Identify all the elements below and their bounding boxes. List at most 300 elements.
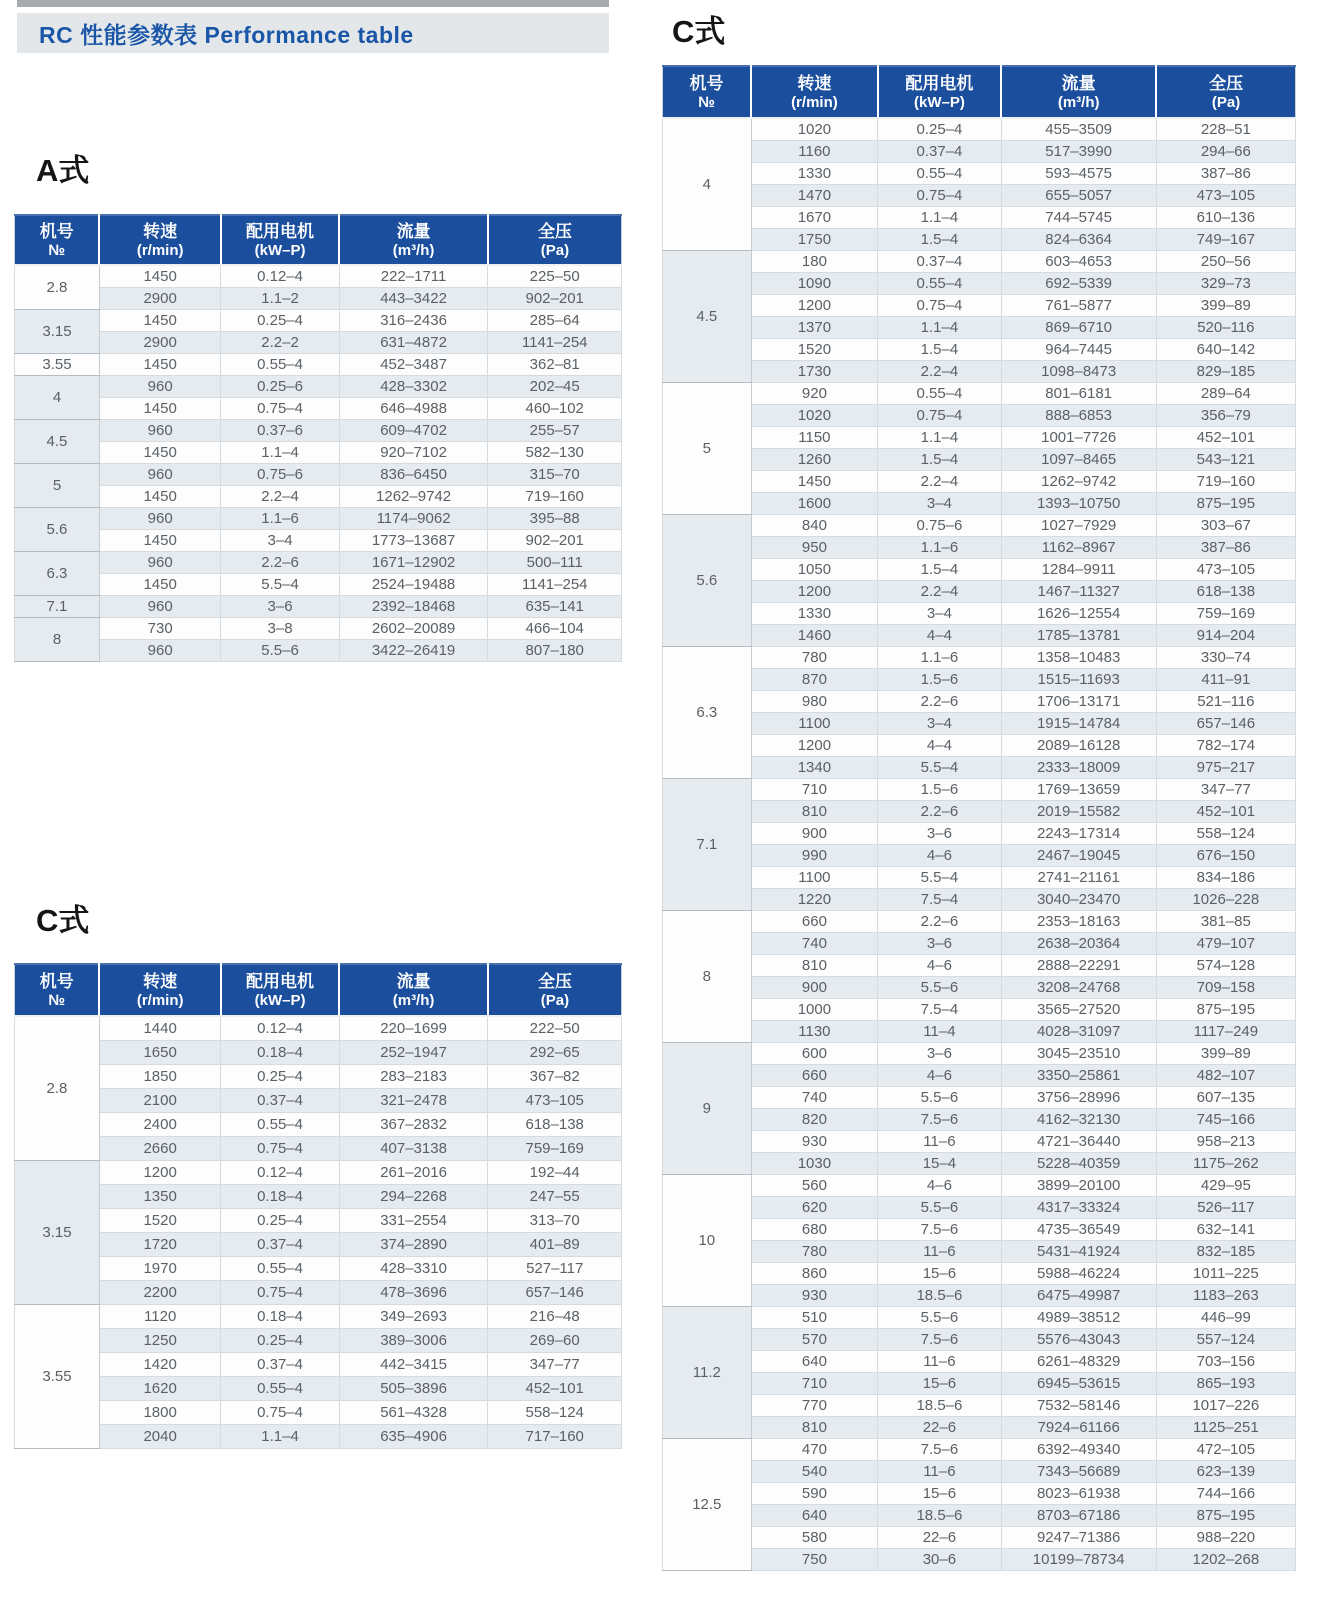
speed-cell: 570 [751, 1329, 878, 1351]
speed-cell: 1450 [751, 471, 878, 493]
machine-no-cell: 8 [663, 911, 752, 1043]
speed-cell: 1450 [99, 574, 220, 596]
motor-cell: 1.1–4 [878, 317, 1001, 339]
table-row [15, 442, 622, 464]
table-row [15, 1185, 622, 1209]
flow-cell: 4028–31097 [1001, 1021, 1156, 1043]
flow-cell: 2888–22291 [1001, 955, 1156, 977]
pressure-cell: 1125–251 [1156, 1417, 1295, 1439]
motor-cell: 0.12–4 [221, 1161, 339, 1185]
speed-cell: 930 [751, 1131, 878, 1153]
flow-cell: 801–6181 [1001, 383, 1156, 405]
flow-cell: 4735–36549 [1001, 1219, 1156, 1241]
flow-cell: 505–3896 [339, 1377, 488, 1401]
table-row [663, 625, 1296, 647]
pressure-cell: 1117–249 [1156, 1021, 1295, 1043]
pressure-cell: 582–130 [488, 442, 622, 464]
motor-cell: 1.1–4 [878, 207, 1001, 229]
speed-cell: 1200 [99, 1161, 220, 1185]
pressure-cell: 558–124 [488, 1401, 622, 1425]
table-row [15, 1113, 622, 1137]
speed-cell: 1020 [751, 405, 878, 427]
pressure-cell: 759–169 [1156, 603, 1295, 625]
machine-no-cell: 8 [15, 618, 100, 662]
flow-cell: 1785–13781 [1001, 625, 1156, 647]
flow-cell: 609–4702 [339, 420, 488, 442]
motor-cell: 0.75–6 [221, 464, 339, 486]
table-row [663, 911, 1296, 933]
table-row [663, 669, 1296, 691]
speed-cell: 900 [751, 823, 878, 845]
pressure-cell: 247–55 [488, 1185, 622, 1209]
pressure-cell: 222–50 [488, 1016, 622, 1041]
pressure-cell: 557–124 [1156, 1329, 1295, 1351]
speed-cell: 960 [99, 640, 220, 662]
pressure-cell: 640–142 [1156, 339, 1295, 361]
speed-cell: 1450 [99, 265, 220, 288]
table-row [663, 317, 1296, 339]
pressure-cell: 429–95 [1156, 1175, 1295, 1197]
speed-cell: 1720 [99, 1233, 220, 1257]
table-row [663, 1549, 1296, 1571]
pressure-cell: 479–107 [1156, 933, 1295, 955]
table-row [663, 603, 1296, 625]
motor-cell: 1.1–4 [878, 427, 1001, 449]
pressure-cell: 303–67 [1156, 515, 1295, 537]
flow-cell: 1097–8465 [1001, 449, 1156, 471]
motor-cell: 2.2–4 [878, 471, 1001, 493]
table-row [663, 1197, 1296, 1219]
table-row [663, 559, 1296, 581]
flow-cell: 3040–23470 [1001, 889, 1156, 911]
flow-cell: 920–7102 [339, 442, 488, 464]
speed-cell: 2900 [99, 332, 220, 354]
table-row [663, 845, 1296, 867]
pressure-cell: 1017–226 [1156, 1395, 1295, 1417]
motor-cell: 1.1–4 [221, 442, 339, 464]
flow-cell: 3422–26419 [339, 640, 488, 662]
table-row [15, 486, 622, 508]
table-row [663, 1219, 1296, 1241]
table-row [663, 647, 1296, 669]
flow-cell: 2638–20364 [1001, 933, 1156, 955]
pressure-cell: 719–160 [1156, 471, 1295, 493]
pressure-cell: 452–101 [1156, 427, 1295, 449]
table-row [15, 310, 622, 332]
speed-cell: 680 [751, 1219, 878, 1241]
table-row [15, 1425, 622, 1449]
flow-cell: 7924–61166 [1001, 1417, 1156, 1439]
speed-cell: 1200 [751, 581, 878, 603]
flow-cell: 3350–25861 [1001, 1065, 1156, 1087]
pressure-cell: 347–77 [1156, 779, 1295, 801]
flow-cell: 1915–14784 [1001, 713, 1156, 735]
motor-cell: 0.55–4 [878, 273, 1001, 295]
pressure-cell: 452–101 [1156, 801, 1295, 823]
flow-cell: 2524–19488 [339, 574, 488, 596]
pressure-cell: 473–105 [1156, 559, 1295, 581]
pressure-cell: 635–141 [488, 596, 622, 618]
flow-cell: 428–3302 [339, 376, 488, 398]
section-heading-c-left: C式 [36, 903, 90, 938]
table-row [663, 1483, 1296, 1505]
motor-cell: 7.5–4 [878, 889, 1001, 911]
table-row [663, 691, 1296, 713]
table-row [15, 1353, 622, 1377]
table-row [663, 118, 1296, 141]
flow-cell: 1284–9911 [1001, 559, 1156, 581]
motor-cell: 7.5–6 [878, 1329, 1001, 1351]
machine-no-cell: 4 [663, 118, 752, 251]
motor-cell: 2.2–6 [878, 691, 1001, 713]
speed-cell: 1250 [99, 1329, 220, 1353]
motor-cell: 0.12–4 [221, 265, 339, 288]
speed-cell: 710 [751, 779, 878, 801]
speed-cell: 1090 [751, 273, 878, 295]
motor-cell: 1.1–4 [221, 1425, 339, 1449]
table-row [15, 398, 622, 420]
flow-cell: 2602–20089 [339, 618, 488, 640]
speed-cell: 960 [99, 376, 220, 398]
motor-cell: 3–6 [878, 1043, 1001, 1065]
speed-cell: 1050 [751, 559, 878, 581]
flow-cell: 1626–12554 [1001, 603, 1156, 625]
pressure-cell: 618–138 [1156, 581, 1295, 603]
flow-cell: 261–2016 [339, 1161, 488, 1185]
motor-cell: 0.55–4 [221, 354, 339, 376]
machine-no-cell: 3.55 [15, 354, 100, 376]
table-row [15, 354, 622, 376]
pressure-cell: 362–81 [488, 354, 622, 376]
speed-cell: 540 [751, 1461, 878, 1483]
motor-cell: 4–6 [878, 845, 1001, 867]
page-title-band [17, 13, 609, 53]
pressure-cell: 1141–254 [488, 574, 622, 596]
flow-cell: 3045–23510 [1001, 1043, 1156, 1065]
machine-no-cell: 11.2 [663, 1307, 752, 1439]
speed-cell: 930 [751, 1285, 878, 1307]
motor-cell: 0.55–4 [878, 383, 1001, 405]
speed-cell: 1330 [751, 163, 878, 185]
table-row [663, 1373, 1296, 1395]
speed-cell: 750 [751, 1549, 878, 1571]
motor-cell: 0.37–4 [221, 1353, 339, 1377]
speed-cell: 710 [751, 1373, 878, 1395]
flow-cell: 593–4575 [1001, 163, 1156, 185]
table-row [663, 1505, 1296, 1527]
table-row [663, 1285, 1296, 1307]
motor-cell: 3–6 [878, 823, 1001, 845]
pressure-cell: 902–201 [488, 288, 622, 310]
motor-cell: 3–4 [221, 530, 339, 552]
speed-cell: 1650 [99, 1041, 220, 1065]
pressure-cell: 285–64 [488, 310, 622, 332]
pressure-cell: 460–102 [488, 398, 622, 420]
table-row [663, 1527, 1296, 1549]
pressure-cell: 466–104 [488, 618, 622, 640]
motor-cell: 1.1–6 [878, 647, 1001, 669]
pressure-cell: 500–111 [488, 552, 622, 574]
pressure-cell: 1175–262 [1156, 1153, 1295, 1175]
table-row [663, 1043, 1296, 1065]
motor-cell: 0.55–4 [878, 163, 1001, 185]
pressure-cell: 719–160 [488, 486, 622, 508]
table-row [663, 1175, 1296, 1197]
motor-cell: 2.2–4 [878, 361, 1001, 383]
speed-cell: 1670 [751, 207, 878, 229]
pressure-cell: 988–220 [1156, 1527, 1295, 1549]
pressure-cell: 255–57 [488, 420, 622, 442]
speed-cell: 820 [751, 1109, 878, 1131]
pressure-cell: 759–169 [488, 1137, 622, 1161]
motor-cell: 1.5–6 [878, 669, 1001, 691]
flow-cell: 478–3696 [339, 1281, 488, 1305]
table-row [663, 1351, 1296, 1373]
pressure-cell: 452–101 [488, 1377, 622, 1401]
motor-cell: 3–4 [878, 603, 1001, 625]
speed-cell: 1970 [99, 1257, 220, 1281]
table-row [663, 779, 1296, 801]
flow-cell: 7532–58146 [1001, 1395, 1156, 1417]
col-header-machine-no: 机号 № [15, 964, 100, 1016]
motor-cell: 0.37–4 [221, 1089, 339, 1113]
table-row [663, 735, 1296, 757]
pressure-cell: 607–135 [1156, 1087, 1295, 1109]
speed-cell: 1520 [751, 339, 878, 361]
pressure-cell: 902–201 [488, 530, 622, 552]
motor-cell: 2.2–4 [878, 581, 1001, 603]
speed-cell: 2900 [99, 288, 220, 310]
motor-cell: 0.18–4 [221, 1305, 339, 1329]
speed-cell: 1450 [99, 442, 220, 464]
speed-cell: 1370 [751, 317, 878, 339]
flow-cell: 1262–9742 [1001, 471, 1156, 493]
flow-cell: 836–6450 [339, 464, 488, 486]
flow-cell: 455–3509 [1001, 118, 1156, 141]
motor-cell: 11–6 [878, 1131, 1001, 1153]
flow-cell: 1467–11327 [1001, 581, 1156, 603]
table-row [15, 1401, 622, 1425]
pressure-cell: 749–167 [1156, 229, 1295, 251]
speed-cell: 620 [751, 1197, 878, 1219]
flow-cell: 1706–13171 [1001, 691, 1156, 713]
col-header-flow: 流量 (m³/h) [1001, 66, 1156, 118]
speed-cell: 960 [99, 596, 220, 618]
motor-cell: 0.75–4 [221, 1137, 339, 1161]
flow-cell: 220–1699 [339, 1016, 488, 1041]
pressure-cell: 472–105 [1156, 1439, 1295, 1461]
motor-cell: 30–6 [878, 1549, 1001, 1571]
speed-cell: 740 [751, 933, 878, 955]
speed-cell: 810 [751, 955, 878, 977]
machine-no-cell: 7.1 [15, 596, 100, 618]
speed-cell: 810 [751, 801, 878, 823]
table-row [15, 508, 622, 530]
flow-cell: 5228–40359 [1001, 1153, 1156, 1175]
machine-no-cell: 12.5 [663, 1439, 752, 1571]
machine-no-cell: 5.6 [15, 508, 100, 552]
motor-cell: 0.37–4 [221, 1233, 339, 1257]
table-row [663, 229, 1296, 251]
speed-cell: 1100 [751, 867, 878, 889]
motor-cell: 1.5–4 [878, 339, 1001, 361]
pressure-cell: 250–56 [1156, 251, 1295, 273]
motor-cell: 2.2–6 [878, 911, 1001, 933]
table-row [663, 1087, 1296, 1109]
pressure-cell: 744–166 [1156, 1483, 1295, 1505]
table-row [663, 207, 1296, 229]
flow-cell: 1174–9062 [339, 508, 488, 530]
pressure-cell: 192–44 [488, 1161, 622, 1185]
machine-no-cell: 5.6 [663, 515, 752, 647]
flow-cell: 10199–78734 [1001, 1549, 1156, 1571]
speed-cell: 2100 [99, 1089, 220, 1113]
table-row [663, 537, 1296, 559]
motor-cell: 0.75–4 [878, 295, 1001, 317]
speed-cell: 920 [751, 383, 878, 405]
motor-cell: 0.37–4 [878, 141, 1001, 163]
speed-cell: 1730 [751, 361, 878, 383]
pressure-cell: 356–79 [1156, 405, 1295, 427]
pressure-cell: 381–85 [1156, 911, 1295, 933]
motor-cell: 7.5–4 [878, 999, 1001, 1021]
motor-cell: 5.5–6 [878, 977, 1001, 999]
pressure-cell: 1202–268 [1156, 1549, 1295, 1571]
speed-cell: 1450 [99, 530, 220, 552]
flow-cell: 2019–15582 [1001, 801, 1156, 823]
speed-cell: 1450 [99, 354, 220, 376]
pressure-cell: 399–89 [1156, 295, 1295, 317]
pressure-cell: 610–136 [1156, 207, 1295, 229]
flow-cell: 349–2693 [339, 1305, 488, 1329]
pressure-cell: 975–217 [1156, 757, 1295, 779]
flow-cell: 517–3990 [1001, 141, 1156, 163]
flow-cell: 1098–8473 [1001, 361, 1156, 383]
flow-cell: 2333–18009 [1001, 757, 1156, 779]
table-row [663, 361, 1296, 383]
flow-cell: 283–2183 [339, 1065, 488, 1089]
speed-cell: 770 [751, 1395, 878, 1417]
motor-cell: 18.5–6 [878, 1285, 1001, 1307]
speed-cell: 600 [751, 1043, 878, 1065]
table-row [663, 251, 1296, 273]
table-row [15, 464, 622, 486]
pressure-cell: 367–82 [488, 1065, 622, 1089]
col-header-motor: 配用电机 (kW–P) [221, 215, 339, 265]
motor-cell: 4–4 [878, 625, 1001, 647]
motor-cell: 2.2–4 [221, 486, 339, 508]
flow-cell: 389–3006 [339, 1329, 488, 1353]
flow-cell: 2353–18163 [1001, 911, 1156, 933]
speed-cell: 2660 [99, 1137, 220, 1161]
motor-cell: 5.5–4 [878, 757, 1001, 779]
pressure-cell: 782–174 [1156, 735, 1295, 757]
motor-cell: 7.5–6 [878, 1439, 1001, 1461]
motor-cell: 1.1–2 [221, 288, 339, 310]
table-row [663, 933, 1296, 955]
motor-cell: 0.25–6 [221, 376, 339, 398]
machine-no-cell: 9 [663, 1043, 752, 1175]
col-header-pressure: 全压 (Pa) [488, 964, 622, 1016]
table-row [663, 471, 1296, 493]
speed-cell: 1460 [751, 625, 878, 647]
flow-cell: 4989–38512 [1001, 1307, 1156, 1329]
table-row [663, 1263, 1296, 1285]
pressure-cell: 717–160 [488, 1425, 622, 1449]
pressure-cell: 618–138 [488, 1113, 622, 1137]
table-row [663, 1109, 1296, 1131]
pressure-cell: 1141–254 [488, 332, 622, 354]
pressure-cell: 315–70 [488, 464, 622, 486]
flow-cell: 316–2436 [339, 310, 488, 332]
pressure-cell: 958–213 [1156, 1131, 1295, 1153]
table-row [663, 1461, 1296, 1483]
table-row [15, 1257, 622, 1281]
flow-cell: 8023–61938 [1001, 1483, 1156, 1505]
motor-cell: 0.25–4 [221, 1065, 339, 1089]
flow-cell: 964–7445 [1001, 339, 1156, 361]
speed-cell: 1160 [751, 141, 878, 163]
machine-no-cell: 7.1 [663, 779, 752, 911]
pressure-cell: 745–166 [1156, 1109, 1295, 1131]
pressure-cell: 1183–263 [1156, 1285, 1295, 1307]
table-row [663, 1329, 1296, 1351]
table-row [15, 1281, 622, 1305]
speed-cell: 1260 [751, 449, 878, 471]
motor-cell: 7.5–6 [878, 1219, 1001, 1241]
flow-cell: 294–2268 [339, 1185, 488, 1209]
pressure-cell: 269–60 [488, 1329, 622, 1353]
flow-cell: 5576–43043 [1001, 1329, 1156, 1351]
flow-cell: 5988–46224 [1001, 1263, 1156, 1285]
motor-cell: 7.5–6 [878, 1109, 1001, 1131]
flow-cell: 2089–16128 [1001, 735, 1156, 757]
pressure-cell: 832–185 [1156, 1241, 1295, 1263]
pressure-cell: 387–86 [1156, 163, 1295, 185]
table-row [663, 867, 1296, 889]
speed-cell: 1200 [751, 295, 878, 317]
pressure-cell: 865–193 [1156, 1373, 1295, 1395]
motor-cell: 0.25–4 [878, 118, 1001, 141]
flow-cell: 6392–49340 [1001, 1439, 1156, 1461]
speed-cell: 1450 [99, 486, 220, 508]
table-row [15, 1305, 622, 1329]
flow-cell: 321–2478 [339, 1089, 488, 1113]
table-row [663, 515, 1296, 537]
motor-cell: 3–4 [878, 493, 1001, 515]
flow-cell: 442–3415 [339, 1353, 488, 1377]
table-row [15, 596, 622, 618]
speed-cell: 980 [751, 691, 878, 713]
pressure-cell: 543–121 [1156, 449, 1295, 471]
speed-cell: 1440 [99, 1016, 220, 1041]
pressure-cell: 225–50 [488, 265, 622, 288]
motor-cell: 5.5–4 [221, 574, 339, 596]
flow-cell: 761–5877 [1001, 295, 1156, 317]
flow-cell: 6261–48329 [1001, 1351, 1156, 1373]
table-header [663, 66, 1296, 118]
table-row [663, 823, 1296, 845]
speed-cell: 900 [751, 977, 878, 999]
motor-cell: 4–6 [878, 955, 1001, 977]
motor-cell: 11–6 [878, 1351, 1001, 1373]
pressure-cell: 446–99 [1156, 1307, 1295, 1329]
pressure-cell: 228–51 [1156, 118, 1295, 141]
speed-cell: 960 [99, 508, 220, 530]
motor-cell: 15–4 [878, 1153, 1001, 1175]
col-header-machine-no: 机号 № [15, 215, 100, 265]
speed-cell: 870 [751, 669, 878, 691]
